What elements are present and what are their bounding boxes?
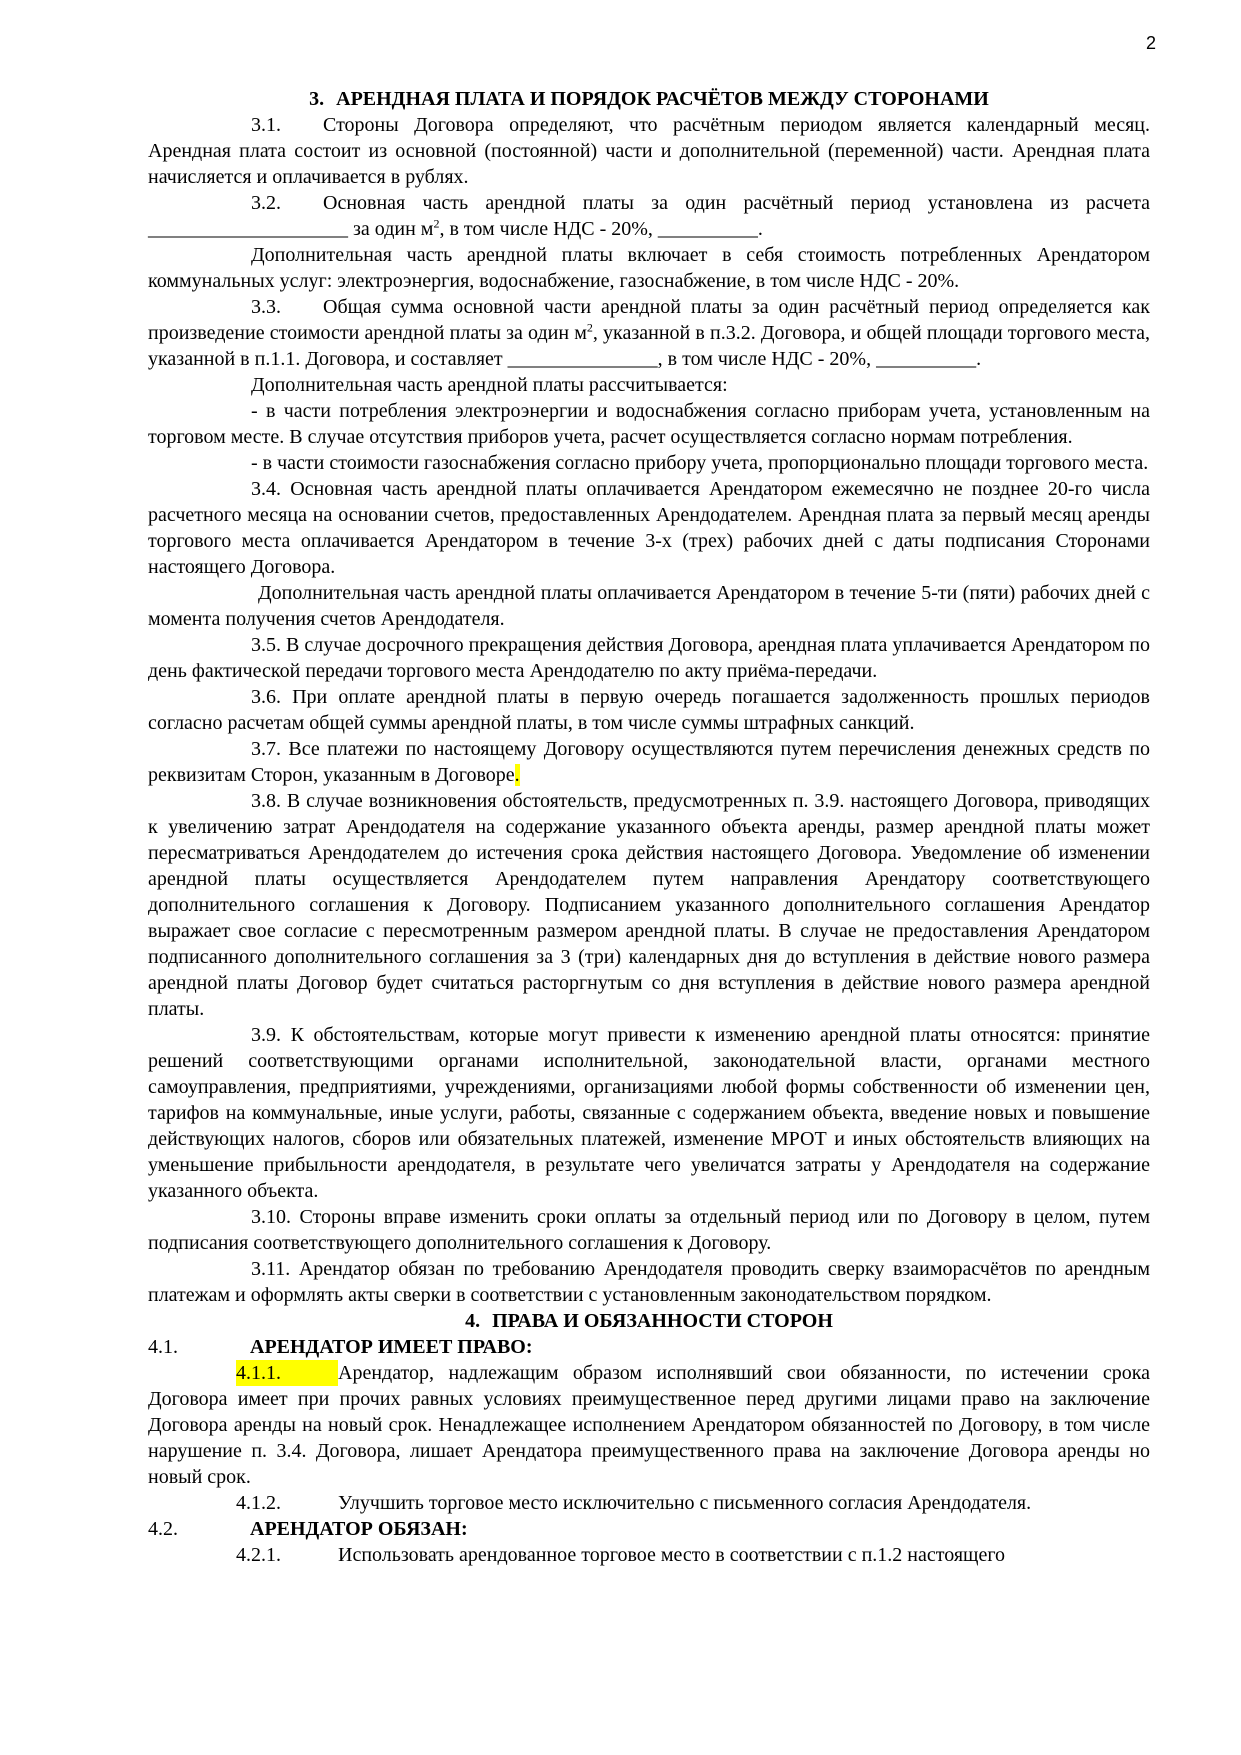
clause-3-4-extra: Дополнительная часть арендной платы оплачивается Арендатором в течение 5-ти (пяти) рабочих дней с момента получения счетов Арендодателя. <box>148 582 1150 630</box>
page-number: 2 <box>1146 33 1157 53</box>
clause-4-2-number: 4.2. <box>148 1518 178 1540</box>
section-3-number: 3. <box>309 88 325 110</box>
clause-3-7 <box>148 736 1150 788</box>
clause-3-1-number: 3.1. <box>251 114 281 136</box>
clause-4-1-title: АРЕНДАТОР ИМЕЕТ ПРАВО: <box>250 1336 533 1358</box>
clause-3-5: 3.5. В случае досрочного прекращения действия Договора, арендная плата уплачивается Арендатором по день фактической передачи торгового места Арендодателю по акту приёма-передачи. <box>148 634 1150 682</box>
document-body <box>148 86 1150 1568</box>
clause-3-2-text-b: , в том числе НДС - 20%, __________. <box>439 218 763 240</box>
clause-4-1-heading <box>148 1334 1150 1360</box>
clause-3-3-bullet-2: - в части стоимости газоснабжения согласно прибору учета, пропорционально площади торгового места. <box>251 452 1149 474</box>
clause-3-11: 3.11. Арендатор обязан по требованию Арендодателя проводить сверку взаиморасчётов по арендным платежам и оформлять акты сверки в соответствии с установленным законодательством порядком. <box>148 1258 1150 1306</box>
clause-3-2-text-a: Основная часть арендной платы за один расчётный период установлена из расчета ____________________ за один м <box>148 192 1150 240</box>
clause-4-2-1-text: Использовать арендованное торговое место в соответствии с п.1.2 настоящего <box>338 1544 1006 1566</box>
section-3-title: АРЕНДНАЯ ПЛАТА И ПОРЯДОК РАСЧЁТОВ МЕЖДУ СТОРОНАМИ <box>336 88 989 110</box>
clause-4-1-1 <box>148 1360 1150 1490</box>
clause-4-2-heading <box>148 1516 1150 1542</box>
clause-3-3 <box>148 294 1150 372</box>
clause-3-3-text-b: , указанной в п.3.2. Договора, и общей площади торгового места, указанной в п.1.1. Договора, и составляет _______________, в том числе НДС - 20%, __________. <box>148 322 1150 370</box>
clause-3-10: 3.10. Стороны вправе изменить сроки оплаты за отдельный период или по Договору в целом, путем подписания соответствующего дополнительного соглашения к Договору. <box>148 1206 1150 1254</box>
clause-3-4: 3.4. Основная часть арендной платы оплачивается Арендатором ежемесячно не позднее 20-го числа расчетного месяца на основании счетов, предоставленных Арендодателем. Арендная плата за первый месяц аренды торгового места оплачивается Арендатором в течение 3-х (трех) рабочих дней с даты подписания Сторонами настоящего Договора. <box>148 478 1150 578</box>
clause-3-7-highlighted-period: . <box>514 764 520 786</box>
clause-4-1-1-text: Арендатор, надлежащим образом исполнявший свои обязанности, по истечении срока Договора имеет при прочих равных условиях преимущественное перед другими лицами право на заключение Договора аренды на новый срок. Ненадлежащее исполнением Арендатором обязанностей по Договору, в том числе нарушение п. 3.4. Договора, лишает Арендатора преимущественного права на заключение Договора аренды но новый срок. <box>148 1362 1150 1488</box>
section-4-heading <box>148 1308 1150 1334</box>
clause-3-3-text-a: Общая сумма основной части арендной платы за один расчётный период определяется как произведение стоимости арендной платы за один м <box>148 296 1150 344</box>
clause-4-1-2-text: Улучшить торговое место исключительно с письменного согласия Арендодателя. <box>338 1492 1032 1514</box>
clause-3-2-number: 3.2. <box>251 192 281 214</box>
clause-3-1-text: Стороны Договора определяют, что расчётным периодом является календарный месяц. Арендная плата состоит из основной (постоянной) части и дополнительной (переменной) части. Арендная плата начисляется и оплачивается в рублях. <box>148 114 1150 188</box>
clause-4-2-1 <box>148 1542 1150 1568</box>
section-3-heading <box>148 86 1150 112</box>
section-4-title: ПРАВА И ОБЯЗАННОСТИ СТОРОН <box>492 1310 833 1332</box>
clause-3-9: 3.9. К обстоятельствам, которые могут привести к изменению арендной платы относятся: принятие решений соответствующими органами исполнительной, законодательной власти, органами местного самоуправления, предприятиями, учреждениями, организациями любой формы собственности об изменении цен, тарифов на коммунальные, иные услуги, работы, связанные с содержанием объекта, введение новых и повышение действующих налогов, сборов или обязательных платежей, изменение МРОТ и иных обстоятельств влияющих на уменьшение прибыльности арендодателя, в результате чего увеличатся затраты у Арендодателя на содержание указанного объекта. <box>148 1024 1150 1202</box>
clause-4-1-2-number: 4.1.2. <box>236 1492 281 1514</box>
clause-4-1-2 <box>148 1490 1150 1516</box>
section-4-number: 4. <box>465 1310 481 1332</box>
clause-3-2-extra: Дополнительная часть арендной платы включает в себя стоимость потребленных Арендатором коммунальных услуг: электроэнергия, водоснабжение, газоснабжение, в том числе НДС - 20%. <box>148 244 1150 292</box>
clause-3-3-bullet-1: - в части потребления электроэнергии и водоснабжения согласно приборам учета, установленным на торговом месте. В случае отсутствия приборов учета, расчет осуществляется согласно нормам потребления. <box>148 400 1150 448</box>
clause-3-7-text: 3.7. Все платежи по настоящему Договору осуществляются путем перечисления денежных средств по реквизитам Сторон, указанным в Договоре <box>148 738 1150 786</box>
clause-3-6: 3.6. При оплате арендной платы в первую очередь погашается задолженность прошлых периодов согласно расчетам общей суммы арендной платы, в том числе суммы штрафных санкций. <box>148 686 1150 734</box>
clause-4-1-number: 4.1. <box>148 1336 178 1358</box>
clause-4-2-1-number: 4.2.1. <box>236 1544 281 1566</box>
clause-3-2 <box>148 190 1150 242</box>
clause-3-3-sup: 2 <box>586 320 593 335</box>
clause-3-2-sup: 2 <box>433 216 440 231</box>
clause-3-3-number: 3.3. <box>251 296 281 318</box>
clause-3-8: 3.8. В случае возникновения обстоятельств, предусмотренных п. 3.9. настоящего Договора, приводящих к увеличению затрат Арендодателя на содержание указанного объекта аренды, размер арендной платы может пересматриваться Арендодателем до истечения срока действия настоящего Договора. Уведомление об изменении арендной платы осуществляется Арендодателем путем направления Арендатору соответствующего дополнительного соглашения к Договору. Подписанием указанного дополнительного соглашения Арендатор выражает свое согласие с пересмотренным размером арендной платы. В случае не предоставления Арендатором подписанного дополнительного соглашения за 3 (три) календарных дня до вступления в действие нового размера арендной платы Договор будет считаться расторгнутым со дня вступления в действие нового размера арендной платы. <box>148 790 1150 1020</box>
clause-3-3-extra-title: Дополнительная часть арендной платы рассчитывается: <box>251 374 728 396</box>
clause-4-1-1-number: 4.1.1. <box>236 1360 338 1386</box>
clause-4-2-title: АРЕНДАТОР ОБЯЗАН: <box>250 1518 468 1540</box>
clause-3-1 <box>148 112 1150 190</box>
